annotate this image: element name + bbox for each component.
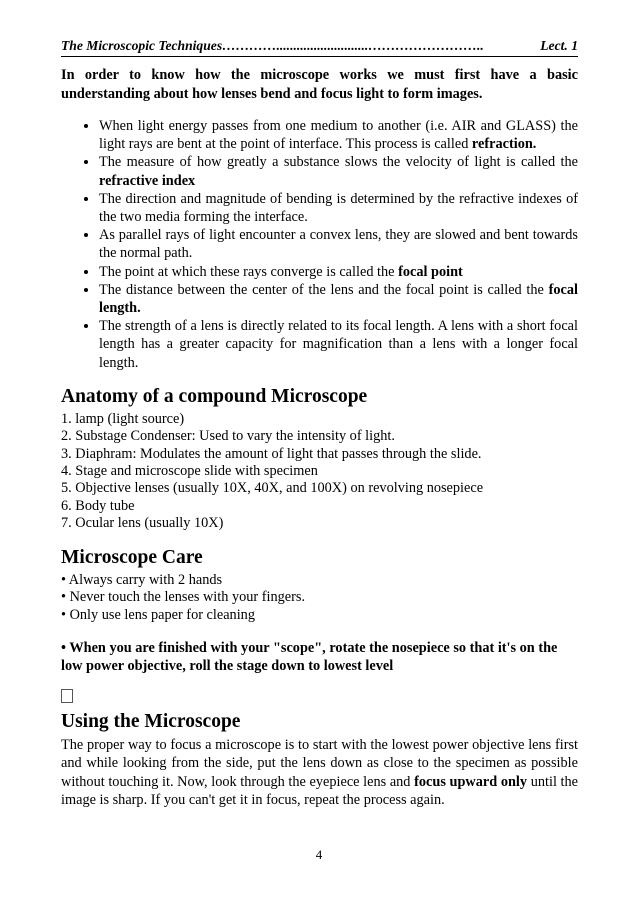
list-item: 7. Ocular lens (usually 10X) <box>61 515 224 532</box>
list-item: • Always carry with 2 hands <box>61 571 223 588</box>
optics-bullet-list <box>61 117 578 372</box>
list-item: • The distance between the center of the lens and the focal point is called the focal length. <box>99 281 578 317</box>
list-item: 2. Substage Condenser: Used to vary the intensity of light. <box>61 428 395 445</box>
list-item: • The measure of how greatly a substance slows the velocity of light is called the refractive index <box>99 153 578 189</box>
using-paragraph: The proper way to focus a microscope is to start with the lowest power objective lens first and while looking from the side, put the lens down as close to the specimen as possible without touching it. Now, look through the eyepiece lens and focus upward only until the image is sharp. If you can't get it in focus, repeat the process again. <box>61 736 579 808</box>
care-note: • When you are finished with your "scope", rotate the nosepiece so that it's on the low power objective, roll the stage down to lowest level <box>61 639 558 674</box>
list-item: 3. Diaphram: Modulates the amount of light that passes through the slide. <box>61 445 482 462</box>
list-item: 6. Body tube <box>61 497 135 514</box>
care-heading: Microscope Care <box>61 546 203 568</box>
list-item: • Never touch the lenses with your fingers. <box>61 589 306 606</box>
placeholder-box-icon <box>61 689 73 703</box>
anatomy-list <box>61 411 578 533</box>
header-lecture: Lect. 1 <box>540 38 578 53</box>
running-header <box>61 38 578 57</box>
header-title: The Microscopic Techniques…………...........................…………………….. <box>61 38 484 53</box>
list-item: • As parallel rays of light encounter a convex lens, they are slowed and bent towards the normal path. <box>99 226 578 262</box>
page-number: 4 <box>315 847 323 862</box>
list-item: • The point at which these rays converge is called the focal point <box>99 263 578 281</box>
list-item: • The direction and magnitude of bending is determined by the refractive indexes of the two media forming the interface. <box>99 190 578 226</box>
anatomy-heading: Anatomy of a compound Microscope <box>61 385 368 407</box>
care-list <box>61 572 578 624</box>
list-item: 5. Objective lenses (usually 10X, 40X, and 100X) on revolving nosepiece <box>61 480 484 497</box>
list-item: • Only use lens paper for cleaning <box>61 606 255 623</box>
list-item: 4. Stage and microscope slide with specimen <box>61 463 318 480</box>
list-item: • The strength of a lens is directly related to its focal length. A lens with a short focal length has a greater capacity for magnification than a lens with a longer focal length. <box>99 317 578 372</box>
list-item: 1. lamp (light source) <box>61 410 185 427</box>
list-item: • When light energy passes from one medium to another (i.e. AIR and GLASS) the light rays are bent at the point of interface. This process is called refraction. <box>99 117 578 153</box>
intro-paragraph: In order to know how the microscope works we must first have a basic understanding about how lenses bend and focus light to form images. <box>61 67 578 102</box>
using-heading: Using the Microscope <box>61 710 241 732</box>
